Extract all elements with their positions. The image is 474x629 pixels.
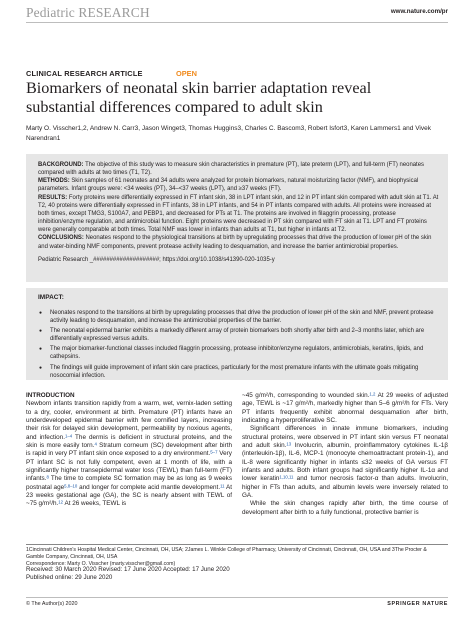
- body-text: Involucrin, albumin, proinflammatory cytokines IL-1β (interleukin-1β), IL-6, MCP-1 (monocyte chemoattractant protein-1), and IL-8 were significantly higher in infants ≤32 weeks of GA versus FT infants and adults. Both infant groups had significantly higher IL-1α and lower keratin: [242, 441, 448, 483]
- body-text: Significant differences in innate immune biomarkers, including structural proteins, were observed in PT infant skin versus FT neonatal and adult skin.: [242, 425, 448, 449]
- abstract-box: [26, 154, 448, 282]
- abstract-conclusions-label: CONCLUSIONS:: [38, 235, 84, 242]
- article-type-label: CLINICAL RESEARCH ARTICLE: [26, 69, 143, 78]
- impact-item: ● Neonates respond to the transitions at birth by upregulating processes that drive the production of lower pH of the skin and NMF, prevent protease activity leading to desquamation, and increase the antimicrobial properties of the barrier.: [50, 309, 440, 325]
- body-paragraph: While the skin changes rapidly after birth, the time course of development after birth to a fully functional, protective barrier is: [242, 500, 448, 516]
- author-list: [26, 124, 446, 144]
- introduction-heading: INTRODUCTION: [26, 392, 75, 399]
- article-title: Biomarkers of neonatal skin barrier adaptation reveal substantial differences compared to adult skin: [26, 79, 372, 116]
- impact-item: ● The major biomarker-functional classes included filaggrin processing, protease inhibitor/enzyme regulators, antimicrobials, keratins, lipids, and cathepsins.: [50, 345, 440, 361]
- footnote-divider: [26, 544, 448, 545]
- published-date: Published online: 29 June 2020: [26, 573, 113, 581]
- reference-link[interactable]: 4: [94, 441, 97, 447]
- impact-box: [26, 288, 448, 380]
- impact-heading: IMPACT:: [38, 294, 64, 301]
- body-text: Newborn infants transition rapidly from a warm, wet, vernix-laden setting to a dry, cooler, environment at birth. Premature (PT) infants have an underdeveloped epidermal barrier with few cornified layers, increasing their risk for delayed skin development, permeability by noxious agents, and infection.: [26, 400, 232, 441]
- reference-link[interactable]: 5–7: [210, 449, 218, 455]
- impact-list: [26, 309, 448, 380]
- publisher-logo: SPRINGER NATURE: [387, 601, 448, 607]
- reference-link[interactable]: 12: [58, 499, 64, 505]
- reference-link[interactable]: 8: [46, 474, 49, 480]
- body-text: ~45 g/m²/h, corresponding to wounded skin.: [242, 392, 370, 399]
- body-text: and longer for complete acid mantle development.: [77, 483, 221, 491]
- received-dates: Received: 30 March 2020 Revised: 17 June 2020 Accepted: 17 June 2020: [26, 566, 230, 573]
- body-text: and tumor necrosis factor-α than adults. Involucrin, higher in FTs than adults, and albumin levels were inversely related to GA.: [242, 475, 448, 499]
- reference-link[interactable]: 11: [220, 483, 225, 489]
- affiliation-text: 1Cincinnati Children's Hospital Medical Center, Cincinnati, OH, USA; 2James L. Winkle College of Pharmacy, University of Cincinnati, Cincinnati, OH, USA and 3The Procter & Gamble Company, Cincinnati, OH, USA: [26, 547, 427, 561]
- abstract-background-text: The objective of this study was to measure skin characteristics in premature (PT), late preterm (LPT), and full-term (FT) neonates compared with adults at two times (T1, T2).: [38, 162, 424, 177]
- abstract-background: [38, 161, 440, 177]
- footer-divider: [26, 597, 448, 598]
- abstract-methods-text: Skin samples of 61 neonates and 34 adults were analyzed for protein biomarkers, natural moisturizing factor (NMF), and biophysical parameters. Infant groups were: <34 weeks (PT), 34–<37 weeks (LPT), and ≥37 weeks (FT).: [38, 178, 419, 193]
- citation-doi-link[interactable]: Pediatric Research _####################; https://doi.org/10.1038/s41390-020-1035-y: [38, 256, 275, 263]
- journal-name-part1: Pediatric: [26, 5, 75, 20]
- header-divider: [26, 22, 448, 23]
- body-text: Very PT infant SC is not fully competent, even at 1 month of life, with a significantly higher transepidermal water loss (TEWL) than full-term (FT) infants.: [26, 450, 232, 483]
- body-column-right: [242, 392, 448, 517]
- body-text: Stratum corneum (SC) development after birth is rapid in very PT infant skin once exposed to a dry environment.: [26, 441, 232, 458]
- abstract-methods-label: METHODS:: [38, 178, 70, 185]
- body-text: At 23 weeks gestational age (GA), the SC is nearly absent with TEWL of ~75 g/m²/h.: [26, 483, 232, 508]
- reference-link[interactable]: 1,2: [369, 391, 376, 397]
- open-access-badge: OPEN: [176, 69, 197, 78]
- abstract-conclusions: [38, 234, 440, 250]
- reference-link[interactable]: 5,8–10: [64, 483, 78, 489]
- body-paragraph: [26, 400, 232, 508]
- correspondence-text: Correspondence: Marty O. Visscher (marty.visscher@gmail.com): [26, 561, 176, 568]
- impact-item: ● The findings will guide improvement of infant skin care practices, particularly for the most premature infants with the ultimate goals mitigating nosocomial infection.: [50, 364, 440, 380]
- abstract-results-text: Forty proteins were differentially expressed in FT infant skin, 38 in LPT infant skin, and 12 in PT infant skin compared with adult skin at T1. At T2, 40 proteins were differentially expressed in FT infants, 38 in LPT infants, and 54 in PT infants compared with adults. All proteins were increased at both times, except TMG3, S100A7, and PEBP1, and decreased for PTs at T1. The proteins are involved in filaggrin processing, protease inhibition/enzyme regulation, and antimicrobial function. Eight proteins were decreased in PT skin compared with FT skin at T1. LPT and FT proteins were generally comparable at both times. Total NMF was lower in infants than adults at T1, but higher in infants at T2.: [38, 194, 439, 234]
- abstract-results-label: RESULTS:: [38, 194, 68, 201]
- body-paragraph: [242, 425, 448, 500]
- body-text: The time to complete SC formation may be as long as 9 weeks postnatal age: [26, 475, 232, 491]
- reference-link[interactable]: 13: [286, 441, 292, 447]
- reference-link[interactable]: 1,10,11: [279, 474, 294, 480]
- body-paragraph: [242, 392, 448, 425]
- journal-url-link[interactable]: www.nature.com/pr: [390, 8, 448, 15]
- article-dates: [26, 566, 326, 582]
- journal-name: [26, 5, 150, 21]
- impact-item: ● The neonatal epidermal barrier exhibits a markedly different array of protein biomarkers both shortly after birth and 2–3 months later, which are differentially expressed versus adults.: [50, 327, 440, 343]
- body-text: At 29 weeks of adjusted age, TEWL is ~17 g/m²/h, markedly higher than 5–6 g/m²/h for FTs. Very PT infants frequently exhibit abnormal desquamation after birth, indicating a hyperproliferative SC.: [242, 392, 448, 424]
- reference-link[interactable]: 1–4: [64, 433, 73, 439]
- abstract-methods: [38, 177, 440, 193]
- body-column-left: [26, 392, 232, 509]
- body-text: The dermis is deficient in structural proteins, and the skin is more easily torn.: [26, 433, 232, 449]
- abstract-background-label: BACKGROUND:: [38, 162, 84, 168]
- author-text: Marty O. Visscher1,2, Andrew N. Carr3, Jason Winget3, Thomas Huggins3, Charles C. Bascom3, Robert Isfort3, Karen Lammers1 and Vivek Narendran1: [26, 125, 431, 142]
- copyright-notice: © The Author(s) 2020: [26, 601, 78, 607]
- abstract-results: [38, 194, 440, 235]
- running-header: [26, 6, 448, 20]
- abstract-conclusions-text: Neonates respond to the physiological transitions at birth by upregulating processes that drive the production of lower pH of the skin and water-binding NMF components, prevent protease activity leading to desquamation, and increase the barrier antimicrobial properties.: [38, 235, 432, 250]
- journal-name-part2: RESEARCH: [78, 5, 150, 20]
- body-text: At 26 weeks, TEWL is: [63, 500, 127, 508]
